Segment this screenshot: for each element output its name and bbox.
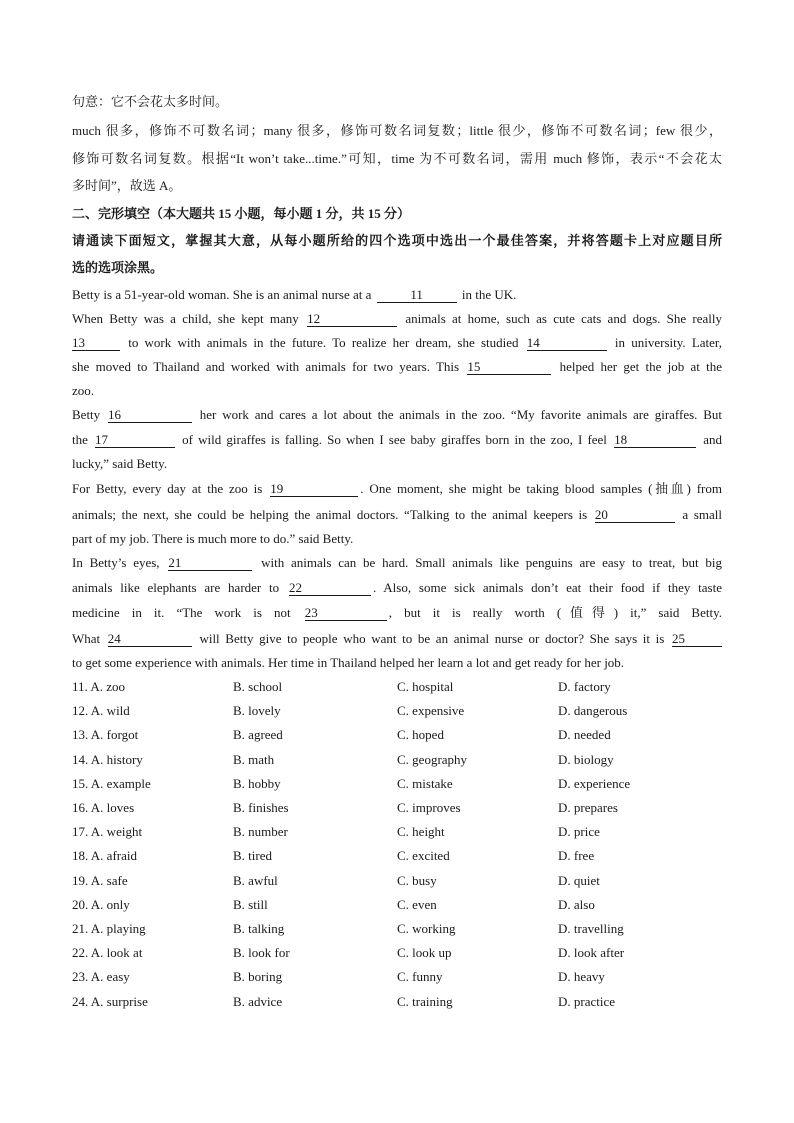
passage-line-8: lucky,” said Betty.: [72, 456, 168, 471]
option-d[interactable]: D. quiet: [558, 872, 600, 888]
option-d[interactable]: D. look after: [558, 945, 625, 961]
option-a[interactable]: [72, 872, 128, 890]
blank-17[interactable]: 17: [95, 433, 175, 448]
passage-line-1: Betty is a 51-year-old woman. She is an animal nurse at a 11 in the UK.: [72, 287, 517, 302]
question-number: 18.: [72, 848, 89, 864]
option-c[interactable]: C. even: [397, 896, 437, 912]
passage-line-2: When Betty was a child, she kept many 12 animals at home, such as cute cats and dogs. She really: [72, 311, 722, 326]
option-text: A. zoo: [90, 679, 125, 694]
option-text: A. example: [90, 775, 151, 791]
option-c[interactable]: C. working: [397, 921, 456, 936]
option-d[interactable]: D. dangerous: [558, 703, 628, 719]
passage-line-7: the 17 of wild giraffes is falling. So when I see baby giraffes born in the zoo, I feel 18 and: [72, 432, 722, 447]
passage-line-12: In Betty’s eyes, 21 with animals can be hard. Small animals like penguins are easy to treat, but big: [72, 555, 723, 570]
question-number: 21.: [72, 921, 89, 936]
blank-18[interactable]: 18: [614, 433, 696, 448]
blank-19[interactable]: 19: [270, 482, 358, 497]
question-number: 14.: [72, 751, 89, 767]
blank-21[interactable]: 21: [168, 556, 252, 571]
option-text: A. easy: [90, 969, 130, 985]
option-b[interactable]: B. advice: [233, 993, 283, 1009]
option-a[interactable]: [72, 944, 142, 962]
option-text: A. playing: [90, 921, 146, 936]
blank-25[interactable]: 25: [672, 632, 722, 647]
sentence-meaning: 句意：它不会花太多时间。: [72, 94, 229, 109]
option-text: A. loves: [90, 800, 135, 815]
option-b[interactable]: B. finishes: [233, 800, 289, 815]
explanation-line-3: 多时间”，故选 A。: [72, 178, 182, 193]
option-a[interactable]: [72, 823, 142, 841]
passage-line-14: medicine in it. “The work is not 23 , but it is really worth (值得) it,” said Betty.: [72, 605, 722, 620]
option-text: A. look at: [90, 945, 143, 961]
passage-line-10: animals; the next, she could be helping the animal doctors. “Talking to the animal keepers is 20 a small: [72, 507, 722, 522]
option-c[interactable]: C. mistake: [397, 775, 453, 791]
option-text: A. history: [90, 751, 143, 767]
option-text: A. forgot: [90, 727, 139, 743]
blank-15[interactable]: 15: [467, 360, 551, 375]
option-text: A. only: [90, 896, 130, 912]
option-b[interactable]: B. hobby: [233, 775, 281, 791]
question-number: 23.: [72, 969, 89, 985]
option-text: A. safe: [90, 872, 128, 888]
option-c[interactable]: C. improves: [397, 800, 461, 815]
passage-line-3: 13 to work with animals in the future. To realize her dream, she studied 14 in university. Later,: [72, 335, 722, 350]
option-a[interactable]: [72, 678, 125, 696]
blank-11[interactable]: 11: [377, 288, 457, 303]
blank-23[interactable]: 23: [305, 606, 387, 621]
question-number: 12.: [72, 703, 89, 719]
option-a[interactable]: [72, 993, 148, 1011]
option-b[interactable]: B. boring: [233, 969, 283, 985]
option-a[interactable]: [72, 847, 137, 865]
option-d[interactable]: D. practice: [558, 993, 616, 1009]
option-a[interactable]: [72, 920, 146, 938]
option-a[interactable]: [72, 896, 130, 914]
question-number: 20.: [72, 896, 89, 912]
option-b[interactable]: B. still: [233, 896, 268, 912]
option-b[interactable]: B. tired: [233, 848, 272, 864]
option-c[interactable]: C. hoped: [397, 727, 444, 743]
option-b[interactable]: B. math: [233, 751, 275, 767]
blank-12[interactable]: 12: [307, 312, 397, 327]
option-text: A. wild: [90, 703, 130, 719]
explanation-line-2: 修饰可数名词复数。根据“It won’t take...time.”可知，time 为不可数名词，需用 much 修饰，表示“不会花太: [72, 151, 722, 166]
passage-line-16: to get some experience with animals. Her time in Thailand helped her learn a lot and get ready for her job.: [72, 655, 625, 670]
option-d[interactable]: D. price: [558, 824, 600, 840]
option-c[interactable]: C. busy: [397, 872, 437, 888]
option-c[interactable]: C. excited: [397, 848, 450, 864]
blank-22[interactable]: 22: [289, 581, 371, 596]
passage-line-4: she moved to Thailand and worked with animals for two years. This 15 helped her get the job at the: [72, 359, 723, 374]
option-c[interactable]: C. training: [397, 993, 453, 1009]
blank-13[interactable]: 13: [72, 336, 120, 351]
question-number: 11.: [72, 679, 88, 694]
option-b[interactable]: B. awful: [233, 872, 278, 888]
section-heading: 二、完形填空（本大题共 15 小题，每小题 1 分，共 15 分）: [72, 206, 411, 221]
instruction-line-2: 选的选项涂黑。: [72, 260, 164, 275]
blank-14[interactable]: 14: [527, 336, 607, 351]
option-c[interactable]: C. expensive: [397, 703, 465, 719]
option-d[interactable]: D. prepares: [558, 800, 618, 815]
option-b[interactable]: B. number: [233, 824, 288, 840]
option-b[interactable]: B. lovely: [233, 703, 281, 719]
blank-16[interactable]: 16: [108, 408, 192, 423]
passage-line-6: Betty 16 her work and cares a lot about the animals in the zoo. “My favorite animals are giraffes. But: [72, 407, 723, 422]
option-a[interactable]: [72, 702, 130, 720]
option-a[interactable]: [72, 775, 151, 793]
option-c[interactable]: C. hospital: [397, 679, 454, 694]
option-d[interactable]: D. factory: [558, 679, 611, 694]
question-number: 17.: [72, 824, 89, 840]
option-a[interactable]: [72, 751, 143, 769]
option-d[interactable]: D. experience: [558, 775, 631, 791]
option-a[interactable]: [72, 968, 130, 986]
question-number: 22.: [72, 945, 89, 961]
passage-line-5: zoo.: [72, 383, 95, 398]
option-text: A. weight: [90, 824, 143, 840]
question-number: 15.: [72, 775, 89, 791]
option-text: A. surprise: [90, 993, 148, 1009]
option-b[interactable]: B. talking: [233, 921, 285, 936]
question-number: 13.: [72, 727, 89, 743]
option-b[interactable]: B. school: [233, 679, 283, 694]
option-d[interactable]: D. travelling: [558, 921, 624, 936]
option-c[interactable]: C. look up: [397, 945, 452, 961]
option-d[interactable]: D. also: [558, 896, 595, 912]
question-number: 19.: [72, 872, 89, 888]
option-text: A. afraid: [90, 848, 137, 864]
option-c[interactable]: C. geography: [397, 751, 468, 767]
passage-line-9: For Betty, every day at the zoo is 19 . One moment, she might be taking blood samples (抽血) from: [72, 481, 722, 496]
question-number: 24.: [72, 993, 89, 1009]
passage-line-15: What 24 will Betty give to people who want to be an animal nurse or doctor? She says it is 25: [72, 630, 722, 648]
question-number: 16.: [72, 800, 89, 815]
option-b[interactable]: B. agreed: [233, 727, 283, 743]
instruction-line-1: 请通读下面短文，掌握其大意，从每小题所给的四个选项中选出一个最佳答案，并将答题卡上对应题目所: [72, 233, 722, 248]
option-d[interactable]: D. free: [558, 848, 595, 864]
option-d[interactable]: D. biology: [558, 751, 614, 767]
option-c[interactable]: C. height: [397, 824, 445, 840]
blank-20[interactable]: 20: [595, 508, 675, 523]
option-a[interactable]: [72, 799, 134, 817]
option-c[interactable]: C. funny: [397, 969, 443, 985]
passage-line-11: part of my job. There is much more to do.” said Betty.: [72, 531, 354, 546]
blank-24[interactable]: 24: [108, 632, 192, 647]
option-a[interactable]: [72, 726, 138, 744]
option-d[interactable]: D. heavy: [558, 969, 605, 985]
explanation-line-1: much 很多，修饰不可数名词；many 很多，修饰可数名词复数；little 很少，修饰不可数名词；few 很少，: [72, 123, 722, 138]
option-b[interactable]: B. look for: [233, 945, 290, 961]
passage-line-13: animals like elephants are harder to 22 . Also, some sick animals don’t eat their food if they taste: [72, 580, 722, 595]
option-d[interactable]: D. needed: [558, 727, 611, 743]
